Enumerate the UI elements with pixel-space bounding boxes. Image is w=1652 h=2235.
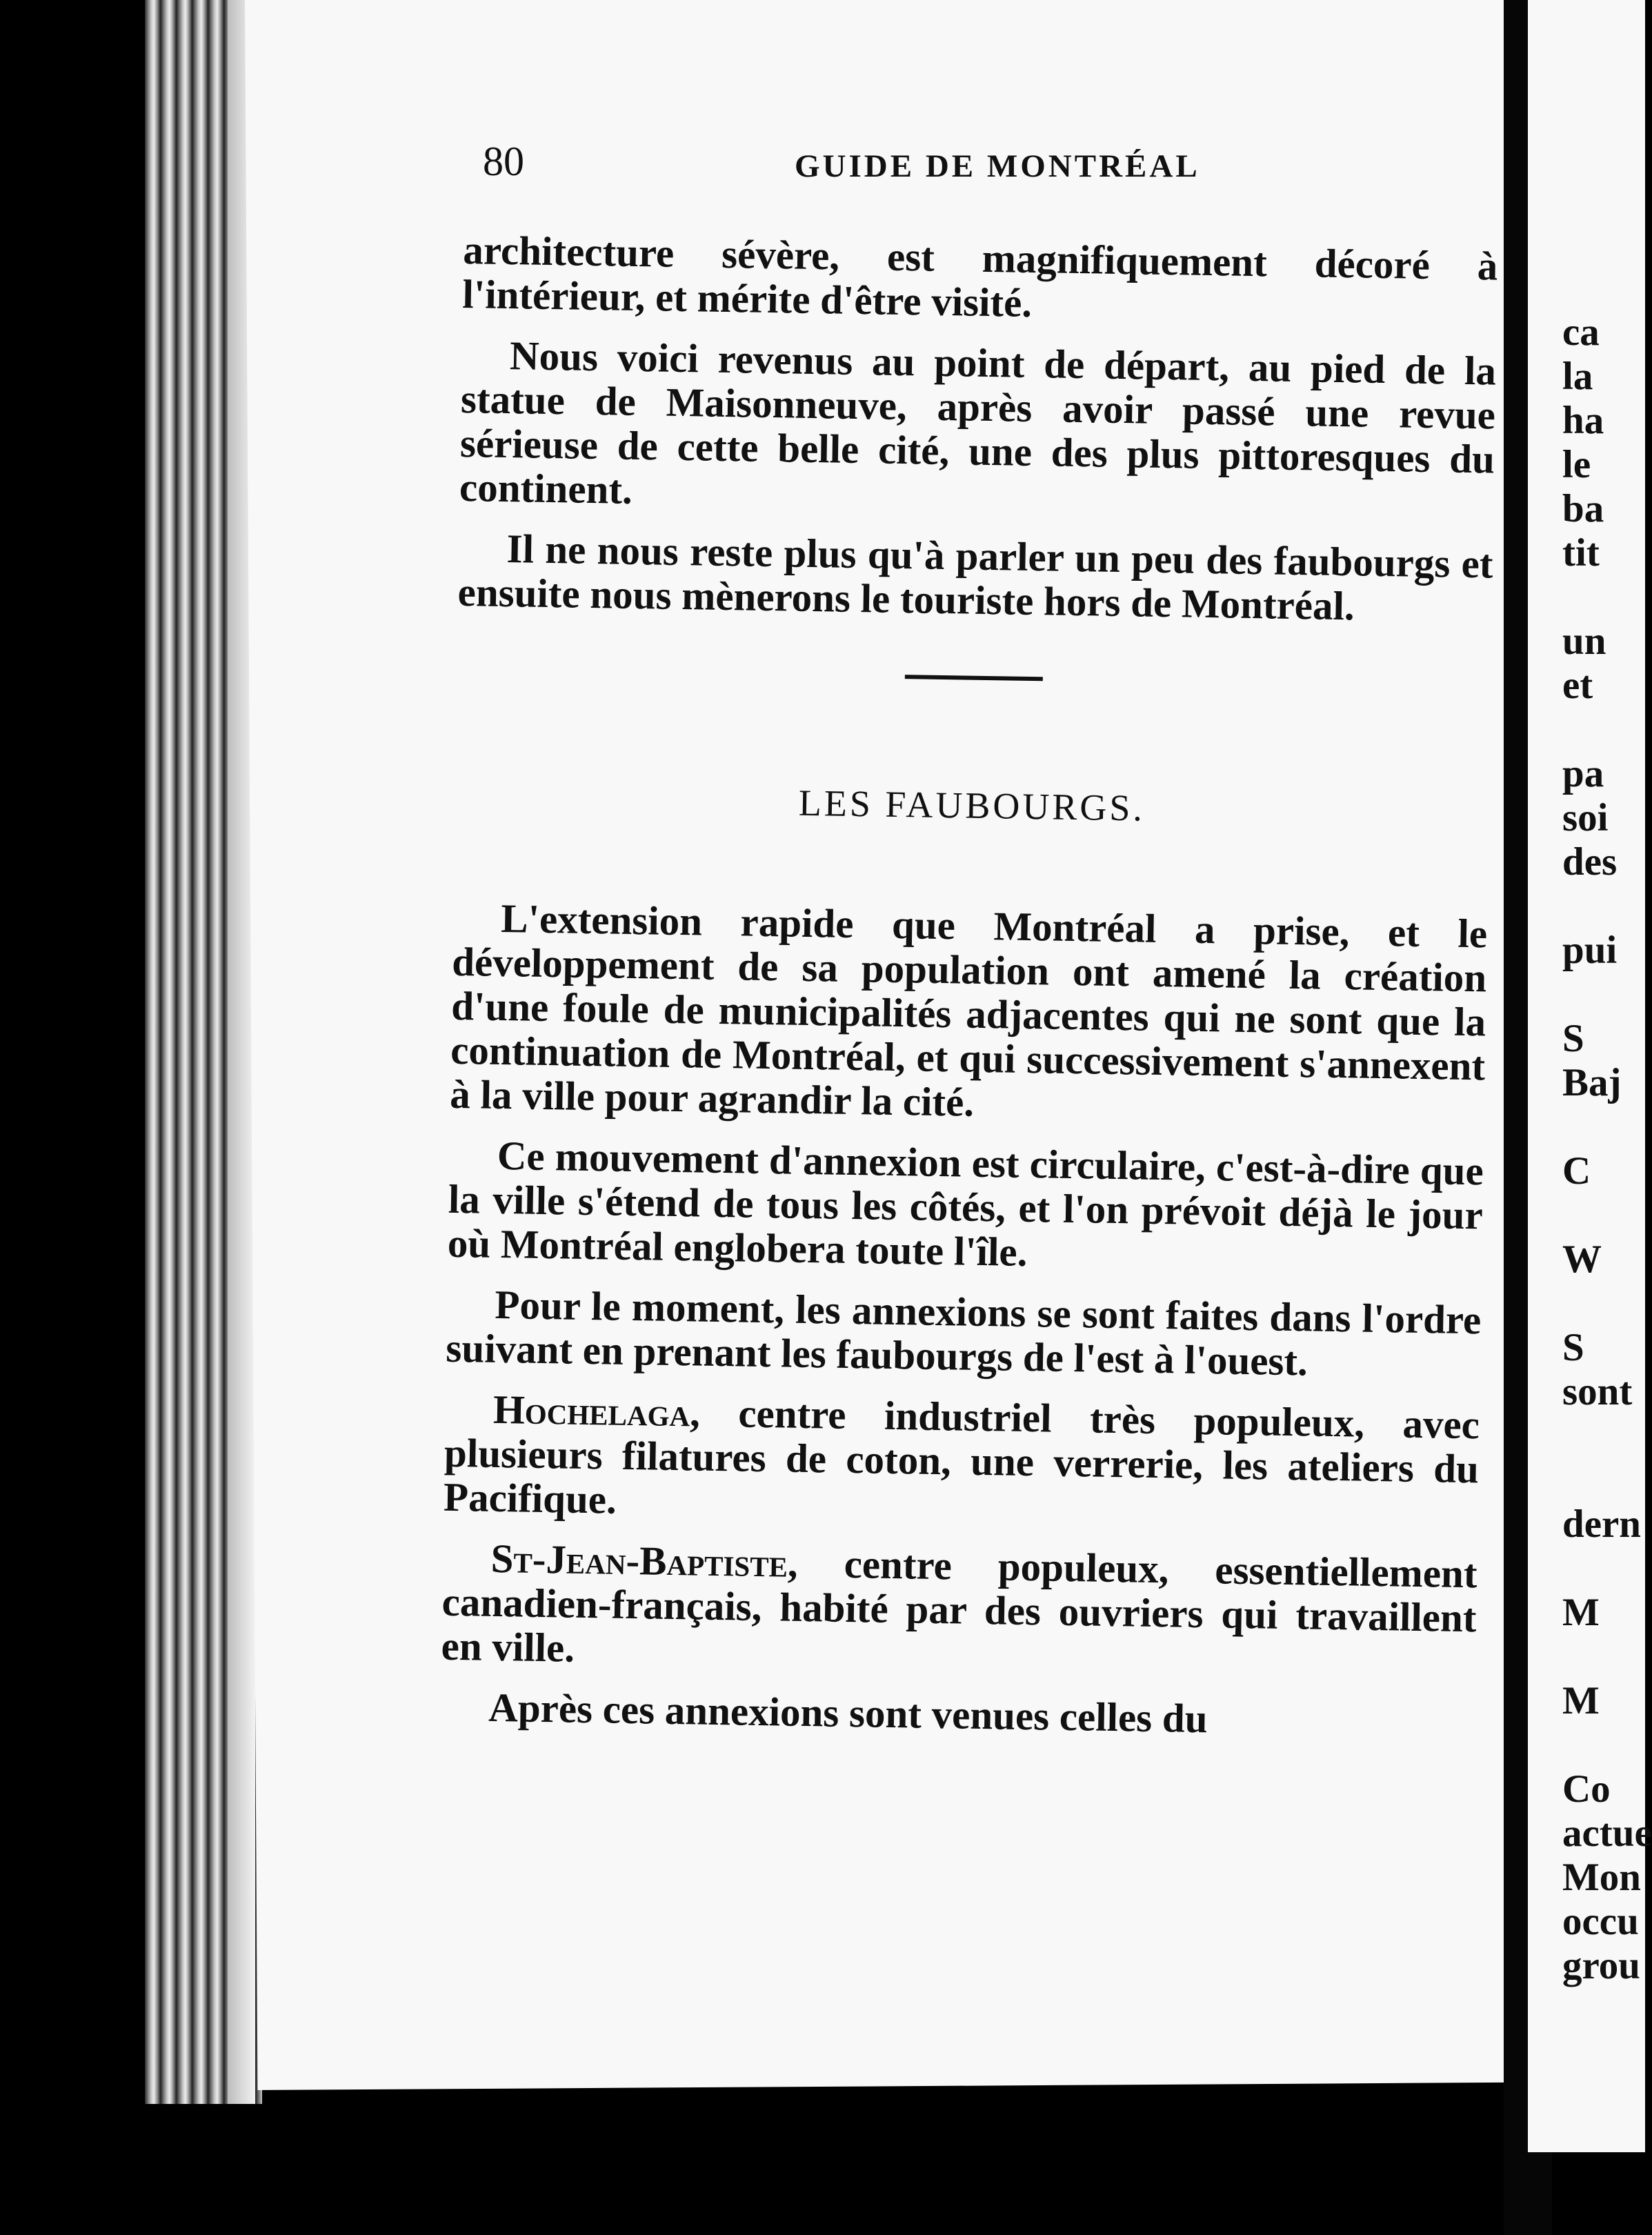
facing-page-fragment <box>1562 1547 1652 1591</box>
facing-page-fragment: W <box>1562 1238 1602 1281</box>
paragraph-3: Il ne nous reste plus qu'à parler un peu des faubourgs et ensuite nous mènerons le touriste hors de Montréal. <box>457 526 1494 629</box>
facing-page-fragment: ha <box>1562 399 1604 442</box>
facing-page-fragment <box>1562 1723 1652 1767</box>
facing-page-fragment <box>1562 1635 1652 1679</box>
paragraph-4: L'extension rapide que Montréal a prise, et le développement de sa population ont amené la création d'une foule de municipalités adjacentes qui ne sont que la continuation de Montréal, et qui successivement s'annexent à la ville pour agrandir la cité. <box>449 895 1488 1125</box>
facing-page-fragment <box>1562 1458 1652 1502</box>
facing-page-fragment: ba <box>1562 487 1604 530</box>
paragraph-7 <box>444 1387 1480 1536</box>
facing-page-fragment: occu <box>1562 1900 1639 1943</box>
facing-page-fragment: le <box>1562 443 1591 486</box>
facing-page-fragment <box>1562 1282 1652 1326</box>
facing-page-text <box>1562 310 1652 1988</box>
facing-page-fragment: C <box>1562 1149 1591 1193</box>
section-title: LES FAUBOURGS. <box>798 782 1146 829</box>
facing-page-fragment: S <box>1562 1326 1584 1369</box>
facing-page-fragment <box>1562 1193 1652 1238</box>
facing-page-fragment: un <box>1562 619 1606 663</box>
facing-page-fragment: et <box>1562 664 1593 707</box>
facing-page-fragment <box>1562 708 1652 752</box>
running-title: GUIDE DE MONTRÉAL <box>795 148 1200 184</box>
facing-page-fragment <box>1562 1105 1652 1149</box>
facing-page-fragment: sont <box>1562 1370 1633 1413</box>
paragraph-2: Nous voici revenus au point de départ, au pied de la statue de Maisonneuve, après avoir passé une revue sérieuse de cette belle cité, une des plus pittoresques du continent. <box>459 332 1497 513</box>
facing-page-fragment: la <box>1562 355 1593 398</box>
facing-page-fragment: Co <box>1562 1767 1611 1811</box>
facing-page-fragment: soi <box>1562 796 1609 840</box>
page-number: 80 <box>483 139 524 184</box>
facing-page-fragment <box>1562 575 1652 619</box>
facing-page-fragment: tit <box>1562 531 1600 575</box>
paragraph-8-text: , centre populeux, essentiellement canadien-français, habité par des ouvriers qui travaillent en ville. <box>441 1540 1478 1671</box>
facing-page-fragment: ca <box>1562 310 1600 354</box>
facing-page-fragment: Mon <box>1562 1856 1641 1899</box>
facing-page-fragment: grou <box>1562 1944 1640 1987</box>
paragraph-8 <box>441 1536 1477 1685</box>
facing-page-fragment: pui <box>1562 928 1618 972</box>
page-header <box>483 138 1636 200</box>
facing-page-fragment: Baj <box>1562 1061 1622 1104</box>
paragraph-7-text: , centre industriel très populeux, avec plusieurs filatures de coton, une verrerie, les ateliers du Pacifique. <box>443 1389 1480 1522</box>
facing-page-fragment: M <box>1562 1679 1600 1722</box>
paragraph-1: architecture sévère, est magnifiquement décoré à l'intérieur, et mérite d'être visité. <box>461 227 1498 326</box>
paragraph-6: Pour le moment, les annexions se sont faites dans l'ordre suivant en prenant les faubourgs de l'est à l'ouest. <box>445 1281 1482 1384</box>
facing-page-fragment: dern <box>1562 1502 1641 1546</box>
facing-page-fragment: pa <box>1562 752 1604 795</box>
facing-page-fragment <box>1562 973 1652 1017</box>
facing-page-fragment <box>1562 1414 1652 1458</box>
paragraph-9: Après ces annexions sont venues celles du <box>488 1684 1208 1742</box>
facing-page-fragment: M <box>1562 1591 1600 1634</box>
place-name-hochelaga: Hochelaga <box>492 1386 690 1436</box>
facing-page-fragment: S <box>1562 1017 1584 1060</box>
place-name-st-jean-baptiste: St-Jean-Baptiste <box>490 1535 788 1586</box>
facing-page-fragment: des <box>1562 840 1618 884</box>
facing-page-fragment <box>1562 884 1652 928</box>
paragraph-5: Ce mouvement d'annexion est circulaire, c'est-à-dire que la ville s'étend de tous les côtés, et l'on prévoit déjà le jour où Montréal englobera toute l'île. <box>447 1132 1484 1275</box>
page-body <box>439 228 1497 1761</box>
section-divider <box>905 675 1043 681</box>
facing-page-fragment: actue <box>1562 1811 1652 1855</box>
